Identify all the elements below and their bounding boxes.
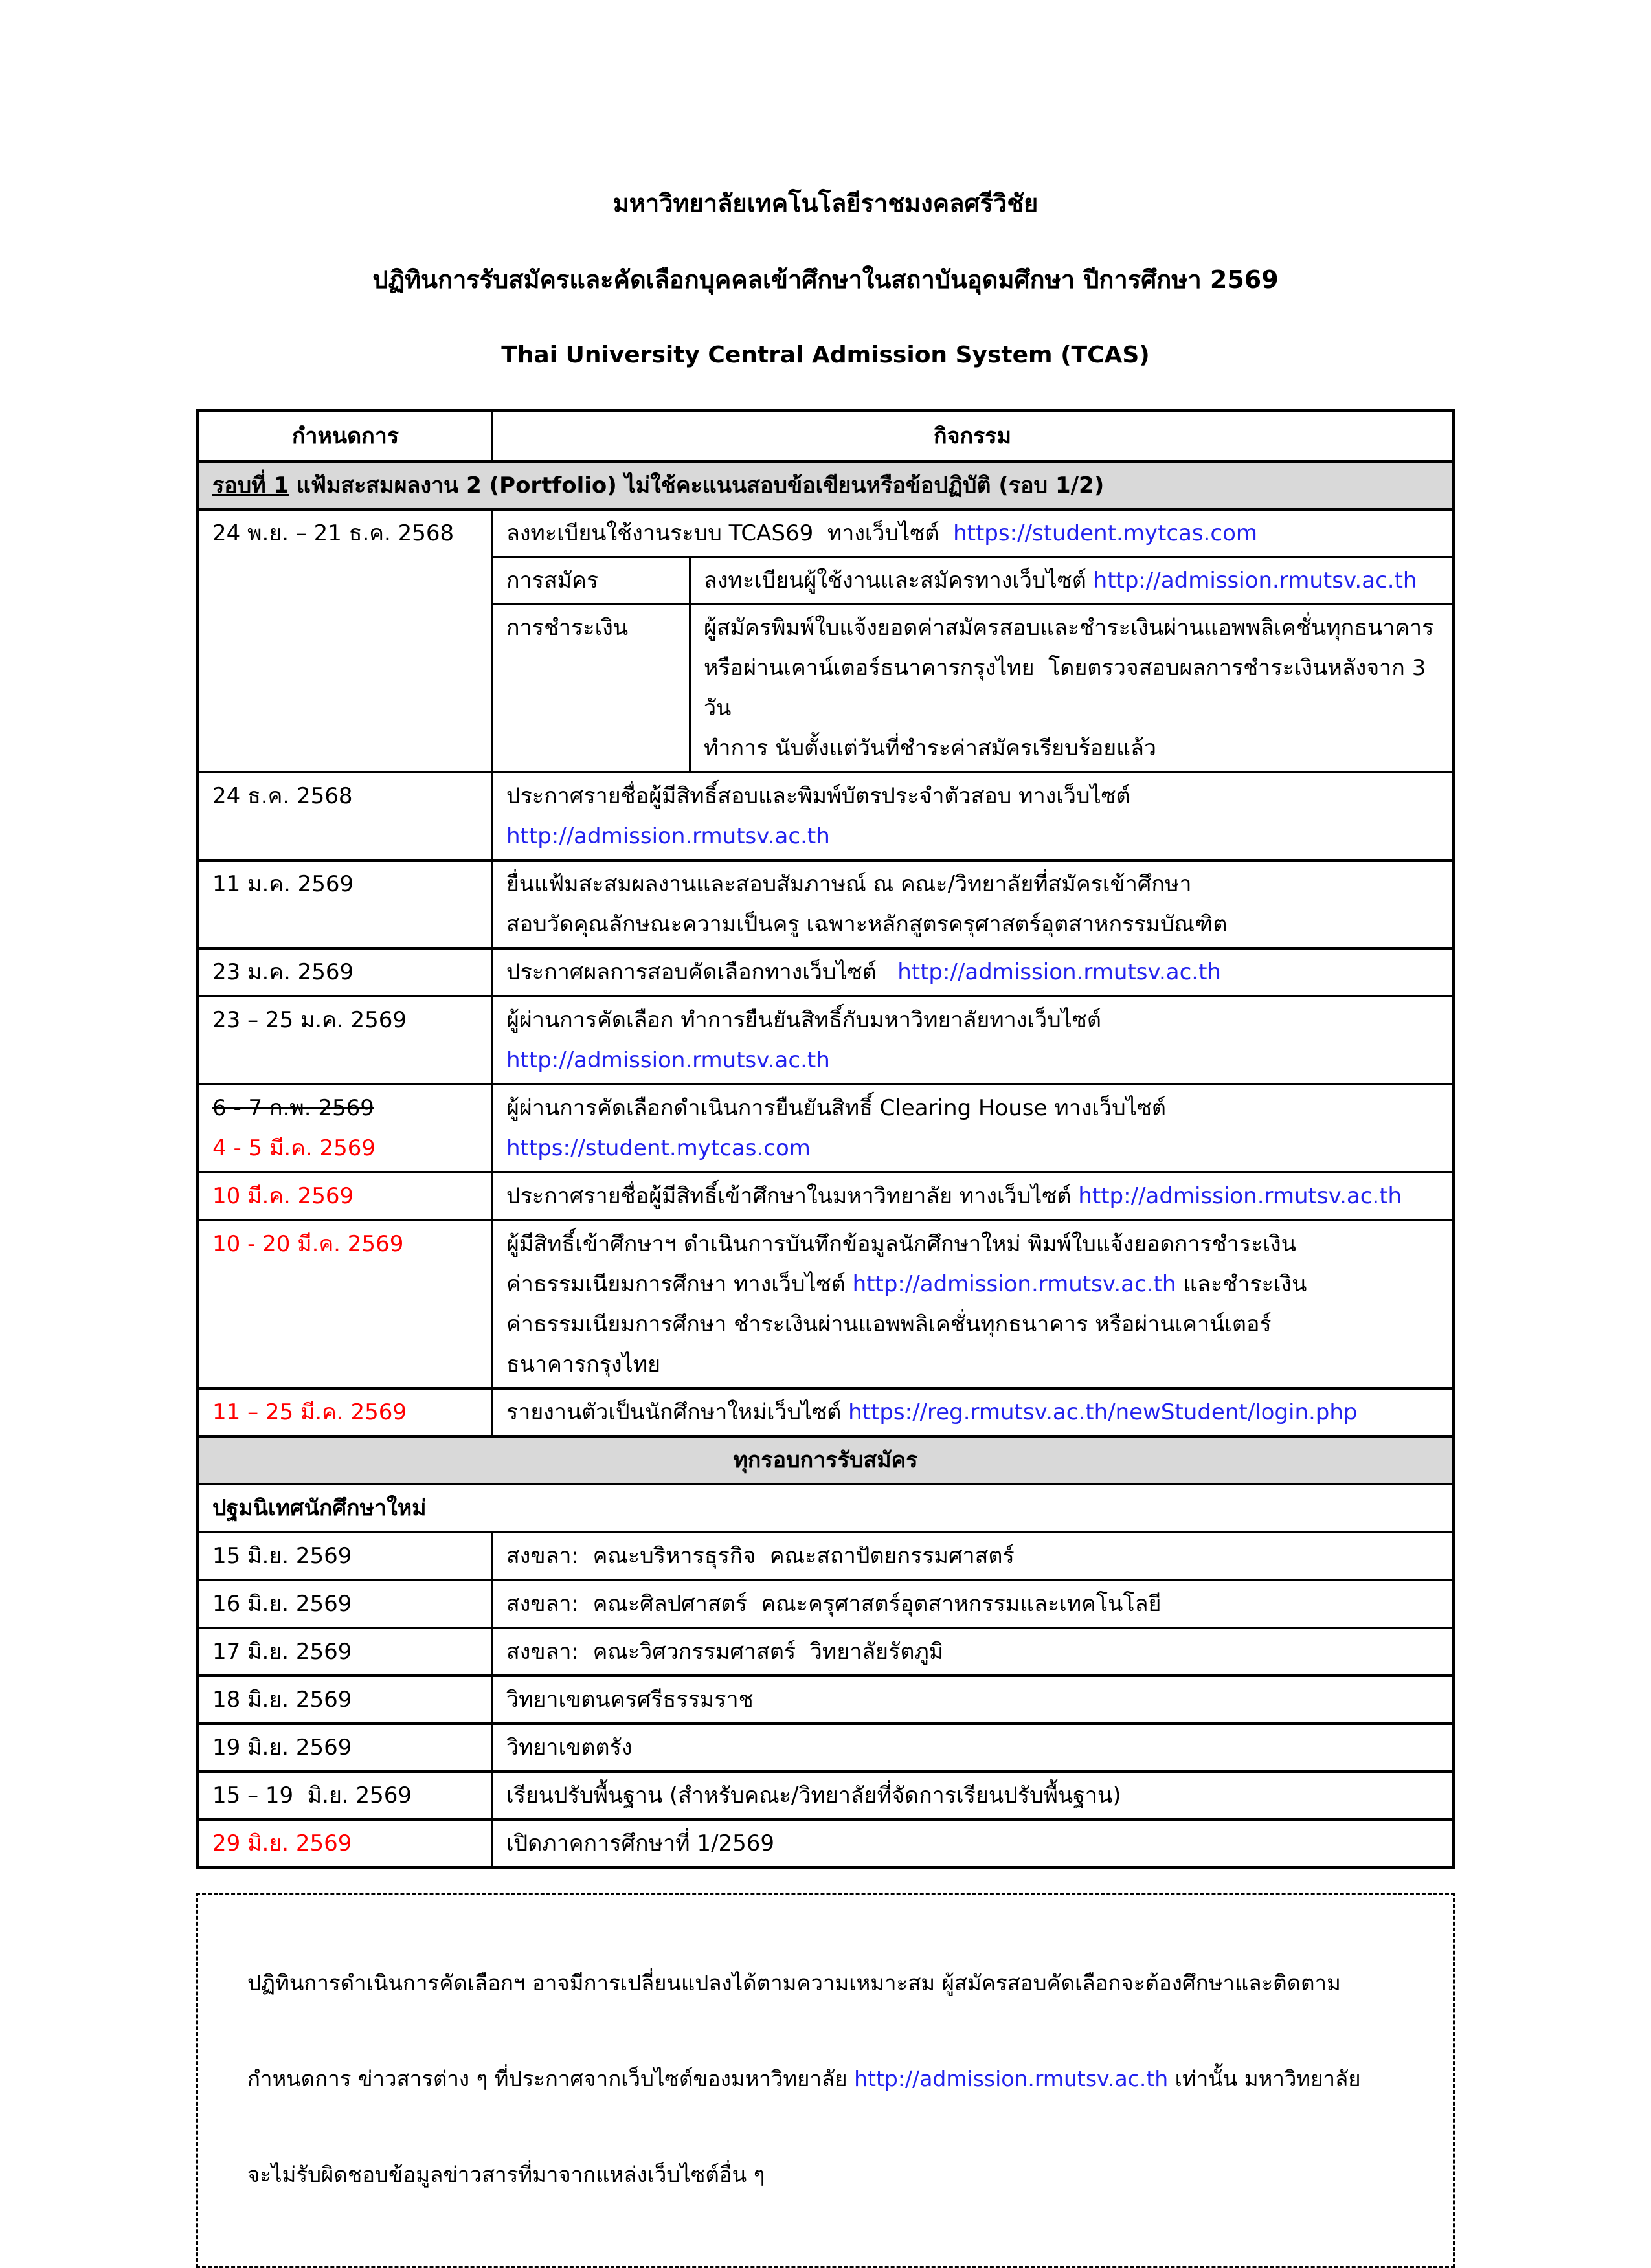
section-header-round1 — [198, 461, 1454, 509]
activity-text: เรียนปรับพื้นฐาน (สำหรับคณะ/วิทยาลัยที่จัดการเรียนปรับพื้นฐาน) — [506, 1783, 1121, 1808]
schedule-date: 11 ม.ค. 2569 — [198, 860, 493, 948]
schedule-date: 24 ธ.ค. 2568 — [198, 772, 493, 860]
table-row — [198, 948, 1454, 996]
note-text: เท่านั้น มหาวิทยาลัย — [1168, 2066, 1361, 2091]
activity-text: และชำระเงิน — [1176, 1271, 1307, 1297]
new-date: 4 - 5 มี.ค. 2569 — [212, 1135, 376, 1161]
table-row — [198, 1220, 1454, 1388]
table-row — [198, 1388, 1454, 1436]
activity-text: ผู้มีสิทธิ์เข้าศึกษาฯ ดำเนินการบันทึกข้อมูลนักศึกษาใหม่ พิมพ์ใบแจ้งยอดการชำระเงิน — [506, 1231, 1296, 1257]
schedule-date: 15 มิ.ย. 2569 — [198, 1532, 493, 1580]
section-header-all-rounds — [198, 1436, 1454, 1484]
note-text: ปฏิทินการดำเนินการคัดเลือกฯ อาจมีการเปลี่ยนแปลงได้ตามความเหมาะสม ผู้สมัครสอบคัดเลือกจะต้องศึกษาและติดตาม — [247, 1970, 1341, 1996]
activity-cell — [493, 1676, 1454, 1724]
table-row — [198, 772, 1454, 860]
page-title-english: Thai University Central Admission System (TCAS) — [501, 342, 1150, 368]
admission-link[interactable]: http://admission.rmutsv.ac.th — [506, 823, 830, 849]
note-text: กำหนดการ ข่าวสารต่าง ๆ ที่ประกาศจากเว็บไซต์ของมหาวิทยาลัย — [247, 2066, 855, 2091]
schedule-date: 23 ม.ค. 2569 — [198, 948, 493, 996]
activity-text: ผู้สมัครพิมพ์ใบแจ้งยอดค่าสมัครสอบและชำระเงินผ่านแอพพลิเคชั่นทุกธนาคาร — [704, 615, 1434, 641]
activity-cell — [493, 1220, 1454, 1388]
page-subtitle: ปฏิทินการรับสมัครและคัดเลือกบุคคลเข้าศึกษาในสถาบันอุดมศึกษา ปีการศึกษา 2569 — [372, 265, 1279, 294]
activity-text: วิทยาเขตตรัง — [506, 1735, 633, 1761]
note-text: จะไม่รับผิดชอบข้อมูลข่าวสารที่มาจากแหล่งเว็บไซต์อื่น ๆ — [247, 2162, 765, 2187]
activity-text: รายงานตัวเป็นนักศึกษาใหม่เว็บไซต์ — [506, 1399, 849, 1425]
activity-cell — [493, 1724, 1454, 1772]
admission-link[interactable]: http://admission.rmutsv.ac.th — [852, 1271, 1176, 1297]
admission-link[interactable]: http://admission.rmutsv.ac.th — [506, 1047, 830, 1073]
column-header-activity: กิจกรรม — [493, 411, 1454, 462]
activity-text: ผู้ผ่านการคัดเลือกดำเนินการยืนยันสิทธิ์ Clearing House ทางเว็บไซต์ — [506, 1095, 1166, 1121]
subrow-label-payment: การชำระเงิน — [493, 605, 690, 773]
activity-text: สงขลา: คณะบริหารธุรกิจ คณะสถาปัตยกรรมศาสตร์ — [506, 1543, 1015, 1569]
table-row — [198, 1772, 1454, 1819]
activity-text: ประกาศผลการสอบคัดเลือกทางเว็บไซต์ — [506, 959, 898, 985]
activity-cell — [493, 1628, 1454, 1676]
schedule-date — [198, 1084, 493, 1172]
activity-cell — [493, 1772, 1454, 1819]
round1-description: แฟ้มสะสมผลงาน 2 (Portfolio) ไม่ใช้คะแนนสอบข้อเขียนหรือข้อปฏิบัติ (รอบ 1/2) — [289, 472, 1105, 498]
activity-cell — [493, 1388, 1454, 1436]
document-header — [0, 0, 1651, 405]
admission-link[interactable]: http://admission.rmutsv.ac.th — [854, 2066, 1169, 2091]
section-title: ทุกรอบการรับสมัคร — [198, 1436, 1454, 1484]
mytcas-link[interactable]: https://student.mytcas.com — [953, 520, 1257, 546]
cancelled-date: 6 - 7 ก.พ. 2569 — [212, 1095, 374, 1121]
schedule-date: 24 พ.ย. – 21 ธ.ค. 2568 — [198, 509, 493, 772]
table-row — [198, 860, 1454, 948]
table-row — [198, 1532, 1454, 1580]
admission-link[interactable]: http://admission.rmutsv.ac.th — [1093, 568, 1417, 594]
activity-text: ประกาศรายชื่อผู้มีสิทธิ์สอบและพิมพ์บัตรประจำตัวสอบ ทางเว็บไซต์ — [506, 783, 1130, 809]
activity-text: ทำการ นับตั้งแต่วันที่ชำระค่าสมัครเรียบร้อยแล้ว — [704, 735, 1157, 761]
schedule-date: 16 มิ.ย. 2569 — [198, 1580, 493, 1628]
activity-text: ค่าธรรมเนียมการศึกษา ชำระเงินผ่านแอพพลิเคชั่นทุกธนาคาร หรือผ่านเคาน์เตอร์ — [506, 1311, 1272, 1337]
table-row — [198, 1580, 1454, 1628]
activity-cell — [493, 1580, 1454, 1628]
activity-cell — [493, 1532, 1454, 1580]
table-row — [198, 509, 1454, 557]
activity-cell — [690, 605, 1454, 773]
page-title: มหาวิทยาลัยเทคโนโลยีราชมงคลศรีวิชัย — [612, 189, 1039, 217]
table-header-row — [198, 411, 1454, 462]
activity-text: สอบวัดคุณลักษณะความเป็นครู เฉพาะหลักสูตรครุศาสตร์อุตสาหกรรมบัณฑิต — [506, 911, 1228, 937]
schedule-date: 10 มี.ค. 2569 — [198, 1172, 493, 1220]
schedule-date: 23 – 25 ม.ค. 2569 — [198, 996, 493, 1084]
activity-text: วิทยาเขตนครศรีธรรมราช — [506, 1687, 754, 1713]
activity-text: เปิดภาคการศึกษาที่ 1/2569 — [506, 1830, 774, 1856]
activity-text: ประกาศรายชื่อผู้มีสิทธิ์เข้าศึกษาในมหาวิทยาลัย ทางเว็บไซต์ — [506, 1183, 1079, 1209]
activity-cell — [493, 1819, 1454, 1868]
table-row — [198, 1676, 1454, 1724]
activity-text: ลงทะเบียนใช้งานระบบ TCAS69 ทางเว็บไซต์ — [506, 520, 954, 546]
table-row — [198, 1819, 1454, 1868]
admission-link[interactable]: http://admission.rmutsv.ac.th — [1078, 1183, 1402, 1209]
schedule-date: 15 – 19 มิ.ย. 2569 — [198, 1772, 493, 1819]
table-row — [198, 1628, 1454, 1676]
mytcas-link[interactable]: https://student.mytcas.com — [506, 1135, 811, 1161]
admission-calendar-table — [196, 409, 1455, 1869]
activity-text: สงขลา: คณะศิลปศาสตร์ คณะครุศาสตร์อุตสาหกรรมและเทคโนโลยี — [506, 1591, 1162, 1617]
activity-cell — [493, 948, 1454, 996]
activity-cell — [493, 996, 1454, 1084]
footer-note — [196, 1893, 1455, 2268]
schedule-date: 18 มิ.ย. 2569 — [198, 1676, 493, 1724]
activity-cell — [493, 509, 1454, 557]
orientation-subheader-row — [198, 1484, 1454, 1532]
activity-text: ค่าธรรมเนียมการศึกษา ทางเว็บไซต์ — [506, 1271, 853, 1297]
schedule-date: 11 – 25 มี.ค. 2569 — [198, 1388, 493, 1436]
table-row — [198, 996, 1454, 1084]
schedule-date: 17 มิ.ย. 2569 — [198, 1628, 493, 1676]
schedule-date: 10 - 20 มี.ค. 2569 — [198, 1220, 493, 1388]
activity-cell — [493, 1084, 1454, 1172]
registration-link[interactable]: https://reg.rmutsv.ac.th/newStudent/login.php — [848, 1399, 1358, 1425]
activity-text: ยื่นแฟ้มสะสมผลงานและสอบสัมภาษณ์ ณ คณะ/วิทยาลัยที่สมัครเข้าศึกษา — [506, 871, 1192, 897]
round1-label: รอบที่ 1 — [212, 472, 289, 498]
activity-cell — [690, 557, 1454, 605]
table-row — [198, 1084, 1454, 1172]
column-header-schedule: กำหนดการ — [198, 411, 493, 462]
activity-text: ลงทะเบียนผู้ใช้งานและสมัครทางเว็บไซต์ — [704, 568, 1094, 594]
orientation-title: ปฐมนิเทศนักศึกษาใหม่ — [198, 1484, 1454, 1532]
activity-cell — [493, 1172, 1454, 1220]
schedule-date: 29 มิ.ย. 2569 — [198, 1819, 493, 1868]
admission-link[interactable]: http://admission.rmutsv.ac.th — [897, 959, 1221, 985]
subrow-label-apply: การสมัคร — [493, 557, 690, 605]
activity-text: ผู้ผ่านการคัดเลือก ทำการยืนยันสิทธิ์กับมหาวิทยาลัยทางเว็บไซต์ — [506, 1007, 1101, 1033]
activity-cell — [493, 860, 1454, 948]
activity-text: หรือผ่านเคาน์เตอร์ธนาคารกรุงไทย โดยตรวจสอบผลการชำระเงินหลังจาก 3 วัน — [704, 655, 1433, 721]
activity-text: ธนาคารกรุงไทย — [506, 1351, 661, 1377]
table-row — [198, 1172, 1454, 1220]
activity-text: สงขลา: คณะวิศวกรรมศาสตร์ วิทยาลัยรัตภูมิ — [506, 1639, 944, 1665]
schedule-date: 19 มิ.ย. 2569 — [198, 1724, 493, 1772]
table-row — [198, 1724, 1454, 1772]
activity-cell — [493, 772, 1454, 860]
